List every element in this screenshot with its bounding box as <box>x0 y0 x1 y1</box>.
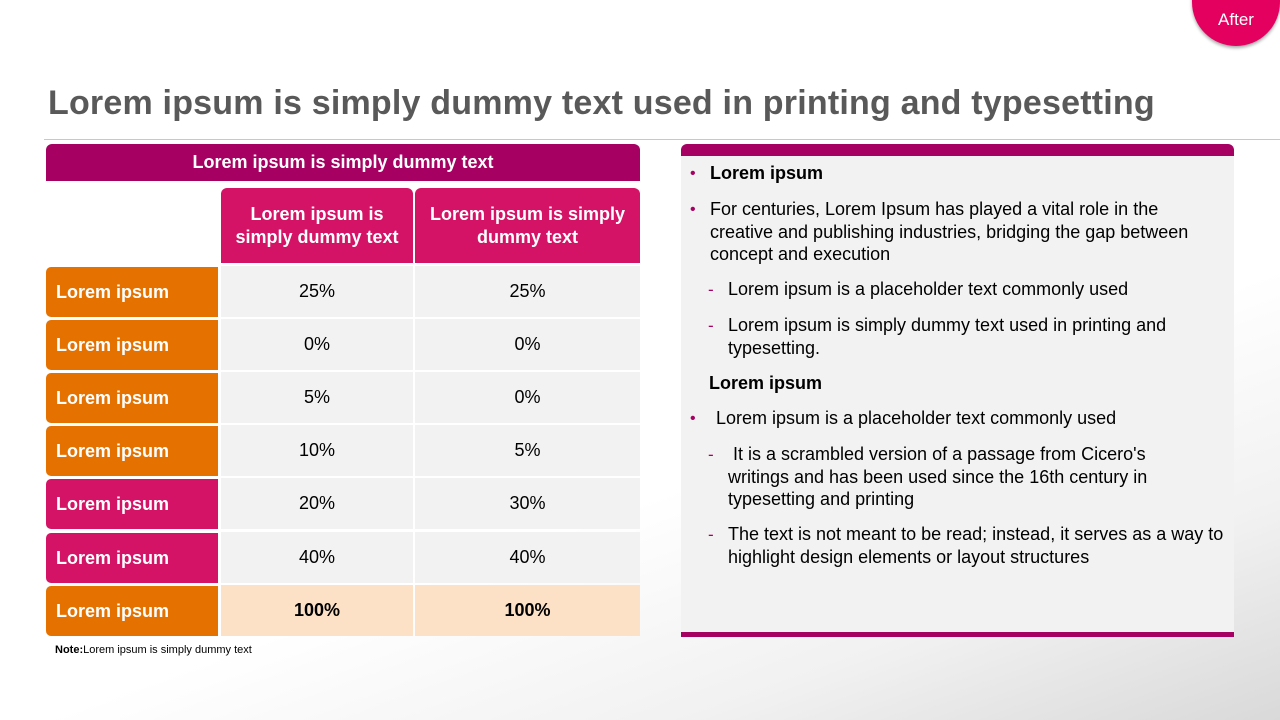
panel-bullet-3: Lorem ipsum is a placeholder text commonly used <box>716 408 1117 428</box>
panel-heading-1: Lorem ipsum <box>710 163 824 183</box>
page-title: Lorem ipsum is simply dummy text used in printing and typesetting <box>48 84 1155 122</box>
sub-bullet-dash: - <box>708 316 714 335</box>
panel-sub-3: It is a scrambled version of a passage from Cicero's writings and has been used since the 16th century in typesetting and printing <box>728 444 1148 509</box>
table-cell-total: 100% <box>415 585 640 636</box>
table-cell-total: 100% <box>221 585 413 636</box>
table-cell: 0% <box>415 372 640 423</box>
table-cell: 20% <box>221 478 413 529</box>
note-prefix: Note: <box>55 644 84 656</box>
table-cell: 0% <box>415 319 640 370</box>
table-cell: 40% <box>415 532 640 583</box>
row-label: Lorem ipsum <box>46 320 218 370</box>
row-label: Lorem ipsum <box>46 533 218 583</box>
table-cell: 25% <box>415 266 640 317</box>
bullet-dot: • <box>690 165 696 182</box>
panel-bullet-2: For centuries, Lorem Ipsum has played a vital role in the creative and publishing industries, bridging the gap between concept and execution <box>710 199 1189 264</box>
table-cell: 0% <box>221 319 413 370</box>
table-cell: 5% <box>221 372 413 423</box>
row-label: Lorem ipsum <box>46 373 218 423</box>
table-cell: 25% <box>221 266 413 317</box>
bullet-dot: • <box>690 201 696 218</box>
row-label: Lorem ipsum <box>46 426 218 476</box>
row-label-total: Lorem ipsum <box>46 586 218 636</box>
panel-sub-4: The text is not meant to be read; instead, it serves as a way to highlight design elements or layout structures <box>728 524 1224 567</box>
after-badge: After <box>1192 0 1280 46</box>
panel-sub-1: Lorem ipsum is a placeholder text commonly used <box>728 279 1129 299</box>
table-cell: 40% <box>221 532 413 583</box>
table-header: Lorem ipsum is simply dummy text <box>46 144 640 181</box>
row-label: Lorem ipsum <box>46 267 218 317</box>
note-text: Lorem ipsum is simply dummy text <box>83 644 252 656</box>
column-header-1: Lorem ipsum is simply dummy text <box>221 188 413 263</box>
sub-bullet-dash: - <box>708 445 714 464</box>
bullet-dot: • <box>690 410 696 427</box>
table-cell: 10% <box>221 425 413 476</box>
sub-bullet-dash: - <box>708 280 714 299</box>
row-label: Lorem ipsum <box>46 479 218 529</box>
title-divider <box>44 139 1280 140</box>
table-cell: 30% <box>415 478 640 529</box>
panel-heading-2: Lorem ipsum <box>709 373 823 393</box>
panel-sub-2: Lorem ipsum is simply dummy text used in printing and typesetting. <box>728 315 1167 358</box>
table-cell: 5% <box>415 425 640 476</box>
sub-bullet-dash: - <box>708 525 714 544</box>
table-note <box>55 644 252 656</box>
column-header-2: Lorem ipsum is simply dummy text <box>415 188 640 263</box>
